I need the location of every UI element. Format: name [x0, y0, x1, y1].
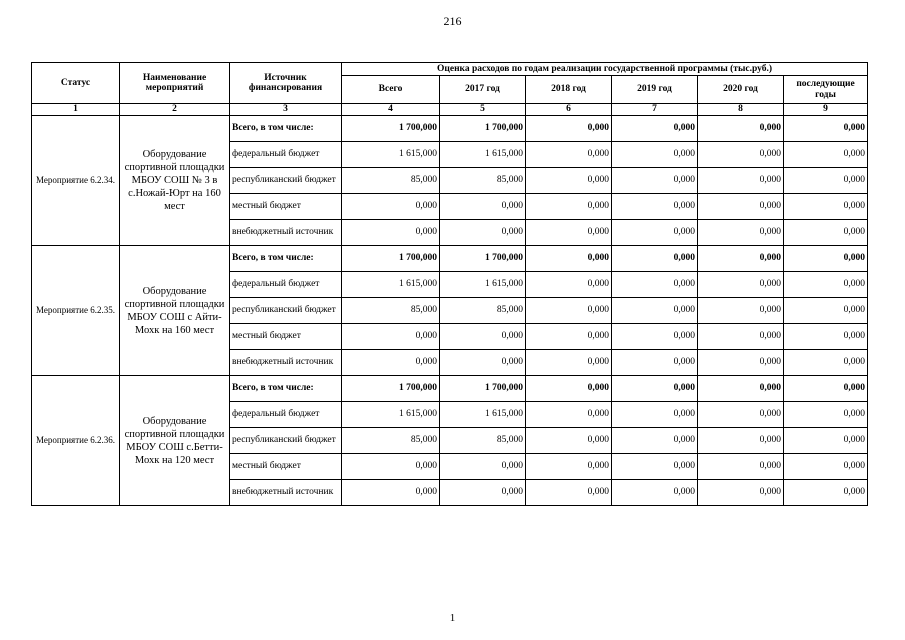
budget-table [31, 62, 868, 506]
amount-cell: 0,000 [784, 298, 868, 324]
funding-source: Всего, в том числе: [230, 376, 342, 402]
event-name: Оборудование спортивной площадки МБОУ СОШ с.Бетти-Мохк на 120 мест [120, 376, 230, 506]
amount-cell: 0,000 [526, 246, 612, 272]
funding-source: федеральный бюджет [230, 272, 342, 298]
amount-cell: 0,000 [526, 298, 612, 324]
amount-cell: 0,000 [612, 324, 698, 350]
amount-cell: 0,000 [612, 272, 698, 298]
event-status: Мероприятие 6.2.36. [32, 376, 120, 506]
amount-cell: 0,000 [612, 376, 698, 402]
amount-cell: 0,000 [526, 350, 612, 376]
amount-cell: 0,000 [612, 480, 698, 506]
amount-cell: 0,000 [784, 376, 868, 402]
amount-cell: 0,000 [526, 194, 612, 220]
amount-cell: 0,000 [612, 350, 698, 376]
amount-cell: 0,000 [784, 324, 868, 350]
amount-cell: 0,000 [526, 428, 612, 454]
amount-cell: 85,000 [440, 298, 526, 324]
amount-cell: 1 615,000 [342, 272, 440, 298]
header-name: Наименование мероприятий [120, 63, 230, 104]
amount-cell: 0,000 [784, 142, 868, 168]
amount-cell: 85,000 [440, 168, 526, 194]
funding-source: внебюджетный источник [230, 220, 342, 246]
amount-cell: 0,000 [784, 168, 868, 194]
event-name: Оборудование спортивной площадки МБОУ СОШ № 3 в с.Ножай-Юрт на 160 мест [120, 116, 230, 246]
amount-cell: 0,000 [698, 402, 784, 428]
amount-cell: 0,000 [698, 116, 784, 142]
amount-cell: 0,000 [342, 194, 440, 220]
amount-cell: 0,000 [440, 350, 526, 376]
amount-cell: 1 615,000 [342, 402, 440, 428]
funding-source: Всего, в том числе: [230, 116, 342, 142]
amount-cell: 0,000 [698, 298, 784, 324]
amount-cell: 0,000 [698, 324, 784, 350]
amount-cell: 0,000 [526, 376, 612, 402]
amount-cell: 1 700,000 [342, 376, 440, 402]
amount-cell: 0,000 [612, 402, 698, 428]
amount-cell: 0,000 [698, 142, 784, 168]
amount-cell: 1 700,000 [440, 116, 526, 142]
header-2018: 2018 год [526, 76, 612, 104]
column-number: 9 [784, 104, 868, 116]
funding-source: внебюджетный источник [230, 350, 342, 376]
amount-cell: 0,000 [612, 298, 698, 324]
amount-cell: 0,000 [784, 480, 868, 506]
amount-cell: 0,000 [784, 220, 868, 246]
column-number: 8 [698, 104, 784, 116]
event-status: Мероприятие 6.2.35. [32, 246, 120, 376]
amount-cell: 1 700,000 [440, 246, 526, 272]
table-row [32, 246, 868, 272]
amount-cell: 0,000 [698, 454, 784, 480]
amount-cell: 0,000 [342, 350, 440, 376]
funding-source: местный бюджет [230, 194, 342, 220]
amount-cell: 0,000 [612, 194, 698, 220]
funding-source: республиканский бюджет [230, 428, 342, 454]
funding-source: Всего, в том числе: [230, 246, 342, 272]
amount-cell: 0,000 [784, 350, 868, 376]
header-2017: 2017 год [440, 76, 526, 104]
amount-cell: 0,000 [698, 168, 784, 194]
amount-cell: 0,000 [698, 480, 784, 506]
page-number: 216 [443, 14, 462, 28]
amount-cell: 0,000 [784, 116, 868, 142]
amount-cell: 0,000 [440, 454, 526, 480]
funding-source: внебюджетный источник [230, 480, 342, 506]
column-number: 4 [342, 104, 440, 116]
amount-cell: 0,000 [612, 246, 698, 272]
amount-cell: 85,000 [342, 298, 440, 324]
table-row [32, 376, 868, 402]
amount-cell: 0,000 [526, 142, 612, 168]
amount-cell: 0,000 [784, 194, 868, 220]
amount-cell: 0,000 [440, 324, 526, 350]
header-estimate: Оценка расходов по годам реализации государственной программы (тыс.руб.) [342, 63, 868, 76]
column-number-row [32, 104, 868, 116]
amount-cell: 0,000 [698, 428, 784, 454]
column-number: 7 [612, 104, 698, 116]
amount-cell: 85,000 [440, 428, 526, 454]
amount-cell: 0,000 [612, 142, 698, 168]
funding-source: местный бюджет [230, 454, 342, 480]
header-total: Всего [342, 76, 440, 104]
amount-cell: 0,000 [342, 454, 440, 480]
event-status: Мероприятие 6.2.34. [32, 116, 120, 246]
amount-cell: 1 615,000 [440, 272, 526, 298]
amount-cell: 0,000 [784, 246, 868, 272]
funding-source: республиканский бюджет [230, 168, 342, 194]
amount-cell: 0,000 [612, 428, 698, 454]
amount-cell: 0,000 [612, 220, 698, 246]
amount-cell: 1 700,000 [342, 116, 440, 142]
amount-cell: 0,000 [440, 480, 526, 506]
amount-cell: 1 615,000 [440, 142, 526, 168]
amount-cell: 0,000 [526, 454, 612, 480]
funding-source: федеральный бюджет [230, 402, 342, 428]
amount-cell: 0,000 [784, 428, 868, 454]
amount-cell: 0,000 [612, 116, 698, 142]
amount-cell: 1 700,000 [440, 376, 526, 402]
funding-source: местный бюджет [230, 324, 342, 350]
amount-cell: 1 700,000 [342, 246, 440, 272]
table-row [32, 116, 868, 142]
header-status: Статус [32, 63, 120, 104]
amount-cell: 0,000 [698, 376, 784, 402]
column-number: 1 [32, 104, 120, 116]
amount-cell: 1 615,000 [342, 142, 440, 168]
funding-source: республиканский бюджет [230, 298, 342, 324]
column-number: 5 [440, 104, 526, 116]
amount-cell: 0,000 [784, 272, 868, 298]
amount-cell: 0,000 [440, 194, 526, 220]
amount-cell: 0,000 [342, 480, 440, 506]
amount-cell: 0,000 [342, 324, 440, 350]
amount-cell: 0,000 [526, 220, 612, 246]
amount-cell: 0,000 [526, 116, 612, 142]
header-2019: 2019 год [612, 76, 698, 104]
amount-cell: 0,000 [698, 350, 784, 376]
column-number: 2 [120, 104, 230, 116]
amount-cell: 0,000 [526, 272, 612, 298]
header-later-years: последующие годы [784, 76, 868, 104]
amount-cell: 0,000 [784, 402, 868, 428]
amount-cell: 0,000 [526, 324, 612, 350]
header-2020: 2020 год [698, 76, 784, 104]
amount-cell: 0,000 [698, 246, 784, 272]
amount-cell: 0,000 [698, 272, 784, 298]
amount-cell: 0,000 [526, 168, 612, 194]
amount-cell: 85,000 [342, 168, 440, 194]
amount-cell: 0,000 [612, 454, 698, 480]
amount-cell: 85,000 [342, 428, 440, 454]
amount-cell: 0,000 [784, 454, 868, 480]
column-number: 6 [526, 104, 612, 116]
amount-cell: 1 615,000 [440, 402, 526, 428]
event-name: Оборудование спортивной площадки МБОУ СОШ с Айти-Мохк на 160 мест [120, 246, 230, 376]
amount-cell: 0,000 [526, 480, 612, 506]
amount-cell: 0,000 [698, 194, 784, 220]
amount-cell: 0,000 [612, 168, 698, 194]
column-number: 3 [230, 104, 342, 116]
amount-cell: 0,000 [342, 220, 440, 246]
amount-cell: 0,000 [526, 402, 612, 428]
footer-mark: 1 [449, 612, 456, 624]
funding-source: федеральный бюджет [230, 142, 342, 168]
header-source: Источник финансирования [230, 63, 342, 104]
amount-cell: 0,000 [698, 220, 784, 246]
amount-cell: 0,000 [440, 220, 526, 246]
